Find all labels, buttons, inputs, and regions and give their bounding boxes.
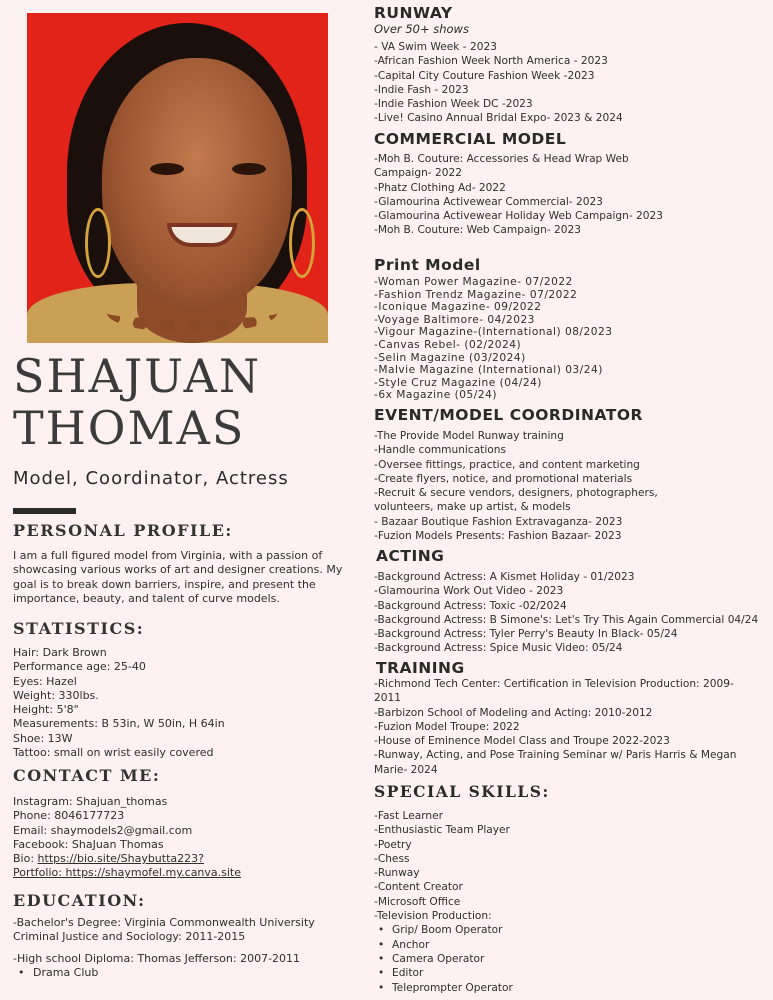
commercial-heading: COMMERCIAL MODEL	[374, 130, 567, 148]
list-item: -African Fashion Week North America - 2023	[374, 55, 608, 68]
list-item: -House of Eminence Model Class and Troupe 2022-2023	[374, 735, 670, 748]
personal-profile-text: I am a full figured model from Virginia, with a passion of showcasing various works of art and designer creations. My goal is to break down barriers, inspire, and present the importance, beauty, and talent of curve models.	[13, 549, 343, 605]
contact-portfolio: Portfolio: https://shaymofel.my.canva.site	[13, 866, 242, 880]
runway-subheading: Over 50+ shows	[374, 22, 469, 36]
list-item: -Chess	[374, 852, 410, 865]
list-item: -Background Actress: B Simone's: Let's Try This Again Commercial 04/24	[374, 613, 759, 626]
list-item: 2011	[374, 692, 401, 705]
portfolio-link[interactable]: https://shaymofel.my.canva.site	[65, 866, 242, 880]
list-item: -Create flyers, notice, and promotional materials	[374, 472, 633, 485]
list-item: • Grip/ Boom Operator	[374, 923, 766, 937]
contact-bio: Bio: https://bio.site/Shaybutta223?	[13, 852, 204, 866]
list-item: -Fuzion Models Presents: Fashion Bazaar- 2023	[374, 530, 622, 543]
contact-instagram: Instagram: Shajuan_thomas	[13, 795, 168, 808]
education-list	[13, 916, 315, 980]
contact-phone: Phone: 8046177723	[13, 809, 125, 823]
personal-profile-heading: PERSONAL PROFILE:	[13, 521, 233, 540]
list-item: -Oversee fittings, practice, and content marketing	[374, 458, 640, 471]
stat-tattoo: Tattoo: small on wrist easily covered	[13, 746, 214, 760]
list-item: -Iconique Magazine- 09/2022	[374, 301, 542, 314]
list-item: -Richmond Tech Center: Certification in Television Production: 2009-	[374, 678, 734, 690]
commercial-list	[374, 152, 766, 238]
list-item: -Live! Casino Annual Bridal Expo- 2023 & 2024	[374, 112, 623, 125]
list-item: -Fashion Trendz Magazine- 07/2022	[374, 288, 578, 301]
acting-list	[374, 570, 766, 656]
statistics-heading: STATISTICS:	[13, 619, 145, 638]
list-item: -Glamourina Activewear Holiday Web Campaign- 2023	[374, 210, 664, 223]
list-item: • Anchor	[374, 938, 766, 952]
list-item: -The Provide Model Runway training	[374, 430, 564, 442]
list-item: -Poetry	[374, 838, 412, 851]
professional-title: Model, Coordinator, Actress	[13, 468, 289, 489]
list-item: -Fast Learner	[374, 810, 443, 822]
list-item: - Bazaar Boutique Fashion Extravaganza- 2023	[374, 515, 623, 528]
list-item: -Enthusiastic Team Player	[374, 824, 510, 837]
list-item: -Vigour Magazine-(International) 08/2023	[374, 326, 613, 339]
stat-age: Performance age: 25-40	[13, 660, 146, 674]
statistics-list	[13, 646, 225, 760]
list-item: • Teleprompter Operator	[374, 981, 766, 995]
list-item: -Content Creator	[374, 881, 463, 894]
education-degree-line1: -Bachelor's Degree: Virginia Commonwealth University	[13, 916, 315, 929]
list-item: -Style Cruz Magazine (04/24)	[374, 376, 542, 389]
list-item: -Runway, Acting, and Pose Training Seminar w/ Paris Harris & Megan	[374, 749, 737, 762]
list-item: volunteers, make up artist, & models	[374, 501, 571, 514]
education-heading: EDUCATION:	[13, 891, 146, 910]
list-item: -Selin Magazine (03/2024)	[374, 351, 526, 364]
list-item: -Moh B. Couture: Accessories & Head Wrap Web	[374, 153, 629, 165]
profile-photo	[27, 13, 328, 343]
stat-shoe: Shoe: 13W	[13, 731, 73, 745]
list-item: -Microsoft Office	[374, 895, 461, 908]
list-item: -Canvas Rebel- (02/2024)	[374, 338, 522, 351]
tv-production-sublist	[374, 923, 766, 994]
bio-link[interactable]: https://bio.site/Shaybutta223?	[37, 852, 204, 866]
stat-height: Height: 5'8"	[13, 703, 79, 717]
list-item: -Background Actress: Tyler Perry's Beauty In Black- 05/24	[374, 628, 678, 641]
first-name: SHAJUAN	[13, 349, 262, 403]
list-item: -Handle communications	[374, 444, 506, 457]
list-item: -6x Magazine (05/24)	[374, 389, 497, 402]
list-item: -Woman Power Magazine- 07/2022	[374, 276, 573, 288]
full-name	[13, 350, 261, 454]
list-item: Campaign- 2022	[374, 167, 462, 180]
list-item: -Glamourina Work Out Video - 2023	[374, 585, 564, 598]
list-item: -Television Production:	[374, 910, 492, 923]
contact-heading: CONTACT ME:	[13, 766, 161, 785]
list-item: -Voyage Baltimore- 04/2023	[374, 313, 535, 326]
runway-heading: RUNWAY	[374, 4, 453, 22]
list-item: -Glamourina Activewear Commercial- 2023	[374, 195, 603, 208]
list-item: • Drama Club	[13, 966, 315, 980]
event-list	[374, 429, 766, 543]
list-item: -Indie Fash - 2023	[374, 83, 469, 96]
stat-measurements: Measurements: B 53in, W 50in, H 64in	[13, 717, 225, 731]
training-heading: TRAINING	[376, 659, 465, 677]
last-name: THOMAS	[13, 401, 246, 455]
print-list	[374, 276, 766, 402]
training-list	[374, 677, 766, 777]
list-item: -Malvie Magazine (International) 03/24)	[374, 364, 603, 377]
list-item: -Background Actress: A Kismet Holiday - 01/2023	[374, 571, 635, 583]
runway-list	[374, 40, 766, 126]
stat-eyes: Eyes: Hazel	[13, 674, 77, 688]
stat-hair: Hair: Dark Brown	[13, 646, 107, 659]
event-heading: EVENT/MODEL COORDINATOR	[374, 406, 643, 424]
list-item: Marie- 2024	[374, 763, 438, 776]
list-item: -Moh B. Couture: Web Campaign- 2023	[374, 224, 581, 237]
list-item: -Recruit & secure vendors, designers, photographers,	[374, 487, 658, 500]
list-item: -Indie Fashion Week DC -2023	[374, 98, 533, 111]
contact-list	[13, 795, 241, 881]
education-activities	[13, 966, 315, 980]
divider-bar	[13, 508, 76, 514]
acting-heading: ACTING	[376, 547, 445, 565]
education-degree-line2: Criminal Justice and Sociology: 2011-2015	[13, 930, 246, 944]
list-item: -Barbizon School of Modeling and Acting: 2010-2012	[374, 706, 653, 719]
list-item: -Runway	[374, 867, 420, 880]
contact-facebook: Facebook: ShaJuan Thomas	[13, 837, 164, 851]
list-item: -Background Actress: Toxic -02/2024	[374, 599, 567, 612]
print-heading: Print Model	[374, 256, 481, 274]
education-diploma: -High school Diploma: Thomas Jefferson: 2007-2011	[13, 951, 301, 965]
skills-list	[374, 809, 766, 995]
contact-email: Email: shaymodels2@gmail.com	[13, 823, 193, 837]
list-item: • Camera Operator	[374, 952, 766, 966]
list-item: - VA Swim Week - 2023	[374, 41, 497, 53]
list-item: -Fuzion Model Troupe: 2022	[374, 720, 520, 733]
list-item: -Capital City Couture Fashion Week -2023	[374, 69, 595, 82]
stat-weight: Weight: 330lbs.	[13, 688, 99, 702]
list-item: -Phatz Clothing Ad- 2022	[374, 181, 506, 194]
skills-heading: SPECIAL SKILLS:	[374, 782, 550, 801]
list-item: • Editor	[374, 966, 766, 980]
list-item: -Background Actress: Spice Music Video: 05/24	[374, 642, 623, 655]
